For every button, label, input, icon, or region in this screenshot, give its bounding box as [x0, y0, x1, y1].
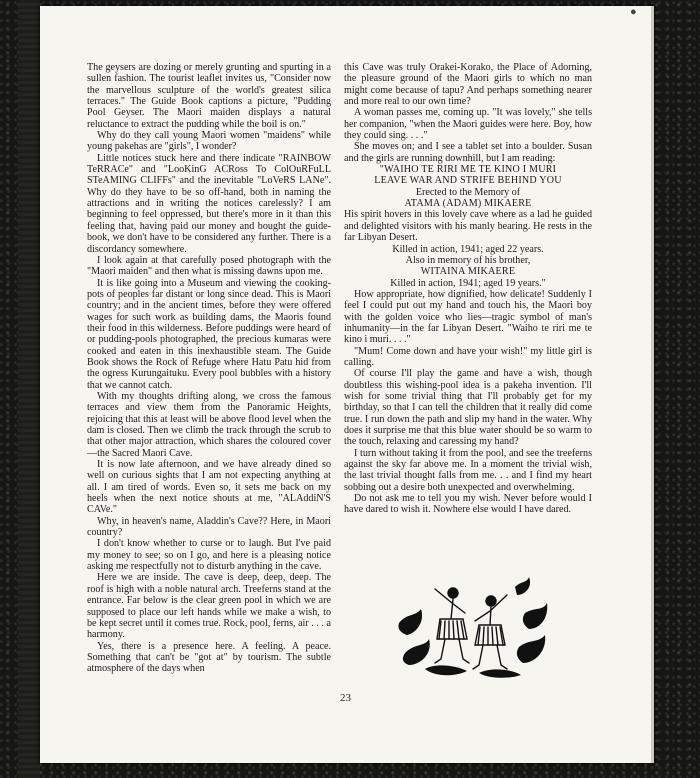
- paragraph: I turn without taking it from the pool, and see the treeferns against the sky far above me. In a moment the trivial wish, the last trivial thought falls from me. . . and I find my heart sobbing out a desire both unexpected and overwhelming.: [344, 447, 592, 493]
- tablet-heading-english: LEAVE WAR AND STRIFE BEHIND YOU: [374, 175, 562, 187]
- tablet-brother-name: WITAINA MIKAERE: [420, 266, 516, 278]
- tablet-erected: Erected to the Memory of: [415, 186, 521, 198]
- paragraph: this Cave was truly Orakei-Korako, the Place of Adorning, the pleasure ground of the Maori girls to which no man might come because of tapu? And perhaps something nearer and more real to our own time?: [344, 62, 592, 108]
- paragraph: It is like going into a Museum and viewing the cooking-pots of peoples far distant or long since dead. This is Maori country; and in the ancient times, before they were offered wages for such work as building dams, the Maoris found their food in this wilderness. Before puddings were heard of or pudding-pools photographed, the precious kumaras were cooked and eaten in this inexhaustible steam. The Guide Book shows the Rock of Refuge where Hatu Patu hid from the ogress Kurungaituku. Every pool bubbles with a history that we cannot catch.: [87, 277, 331, 391]
- paragraph: She moves on; and I see a tablet set into a boulder. Susan and the girls are running downhill, but I am reading:: [344, 141, 592, 164]
- paragraph: Here we are inside. The cave is deep, deep, deep. The roof is high with a noble natural arch. Treeferns stand at the entrance. Far below is the clear green pool in which we are supposed to place our left hands while we make a wish, to be kept secret until it comes true. Rock, pool, ferns, air . . . a harmony.: [87, 572, 331, 641]
- tablet-killed: Killed in action, 1941; aged 22 years.: [392, 243, 544, 255]
- paragraph: Little notices stuck here and there indicate "RAINBOW TeRRACe" and "LooKinG ACRoss To ColOuRFuLL STeAMING CLIFFs" and the inevitable "LoVeRS LANe". Why do they have to be so off-hand, both in naming the attractions and in writing the notices carelessly? I am beginning to feel oppressed, but there's more in it than this feeling that, having paid our money and bought the guide-book, we don't have to be considered any further. There is a discordancy somewhere.: [87, 152, 331, 255]
- tablet-also: Also in memory of his brother,: [405, 254, 531, 266]
- paragraph: It is now late afternoon, and we have already dined so well on curious sights that I am not expecting anything at all. I am tired of words. Even so, it sets me back on my heels when the next notice shouts at me, "ALAddiN'S CAVe.": [87, 459, 331, 516]
- book-spine: [18, 0, 40, 778]
- maori-dancers-illustration: [395, 573, 549, 679]
- corner-clip-icon: ●: [630, 6, 637, 18]
- left-column: [87, 62, 331, 675]
- tablet-name: ATAMA (ADAM) MIKAERE: [404, 198, 532, 210]
- paragraph: Do not ask me to tell you my wish. Never before would I have dared to wish it. Nowhere else would I have dared.: [344, 493, 592, 516]
- paragraph: Of course I'll play the game and have a wish, though doubtless this wishing-pool idea is a pakeha invention. I'll wish for some trivial thing that I'll probably get for my birthday, so that I can tell the children that it really did come true. I run down the path and slip my hand in the water. Why does it surprise me that this blue water should be so warm to the touch, relaxing and caressing my hand?: [344, 368, 592, 448]
- right-column: [344, 62, 592, 516]
- page-edge: [651, 6, 654, 763]
- paragraph: A woman passes me, coming up. "It was lovely," she tells her companion, "when the Maori guides were here. Boy, how they could sing. . . .": [344, 107, 592, 142]
- paragraph: The geysers are dozing or merely grunting and spurting in a sullen fashion. The tourist leaflet invites us, "Consider now the marvellous sculpture of the world's greatest silica terraces." The Guide Book captions a picture, "Pudding Pool Geyser. The Maori maiden displays a natural reluctance to extract the pudding while the boil is on.": [87, 62, 331, 130]
- paragraph: I look again at that carefully posed photograph with the "Maori maiden" and then what is missing dawns upon me.: [87, 254, 331, 278]
- paragraph: How appropriate, how dignified, how delicate! Suddenly I feel I could put out my hand and touch his, the Maori boy with the golden voice who lies—tragic symbol of man's inhumanity—in the far Libyan Desert. "Waiho te riri me te kino i muri. . . .": [344, 288, 592, 346]
- paragraph: "Mum! Come down and have your wish!" my little girl is calling.: [344, 345, 592, 368]
- paragraph: Why do they call young Maori women "maidens" while young pakehas are "girls", I wonder?: [87, 130, 331, 153]
- tablet-brother-killed: Killed in action, 1941; aged 19 years.": [390, 277, 546, 289]
- paragraph: With my thoughts drifting along, we cross the famous terraces and view them from the Panoramic Heights, rejoicing that this at least will be above flood level when the dam is closed. Then we climb the track through the scrub to that other major attraction, which shares the coloured cover—the Sacred Maori Cave.: [87, 390, 331, 459]
- paragraph: I don't know whether to curse or to laugh. But I've paid my money to see; so on I go, and here is a pleasing notice asking me respectfully not to disturb anything in the cave.: [87, 538, 331, 573]
- tablet-heading-maori: "WAIHO TE RIRI ME TE KINO I MURI: [379, 164, 557, 176]
- paragraph: Why, in heaven's name, Aladdin's Cave?? Here, in Maori country?: [87, 515, 331, 539]
- page-number: 23: [340, 692, 351, 704]
- tablet-body: His spirit hovers in this lovely cave where as a lad he guided and delighted visitors with his manly bearing. He rests in the far Libyan Desert.: [344, 209, 592, 244]
- paragraph: Yes, there is a presence here. A feeling. A peace. Something that can't be "got at" by tourism. The subtle atmosphere of the days when: [87, 640, 331, 675]
